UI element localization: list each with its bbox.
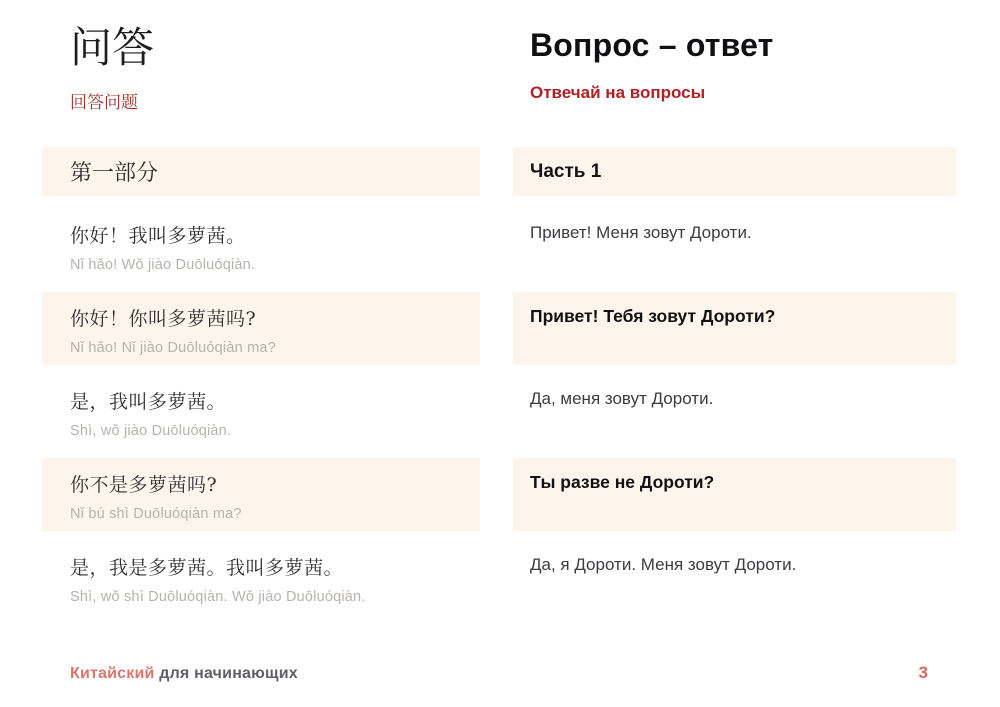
chinese-phrase: 是，我是多萝茜。我叫多萝茜。 xyxy=(70,557,344,580)
pinyin-transcription: Nǐ hǎo! Nǐ jiào Duōluóqiàn ma? xyxy=(70,340,276,357)
pinyin-transcription: Nǐ hǎo! Wǒ jiào Duōluóqiàn. xyxy=(70,257,256,274)
page-footer xyxy=(0,663,1000,683)
phrase-row-2 xyxy=(0,292,1000,365)
russian-cell xyxy=(513,458,956,531)
page-subtitle-russian: Отвечай на вопросы xyxy=(530,83,706,103)
section-title-russian: Часть 1 xyxy=(530,160,602,182)
chinese-cell xyxy=(42,541,480,614)
russian-translation: Привет! Меня зовут Дороти. xyxy=(530,223,752,243)
russian-translation: Да, меня зовут Дороти. xyxy=(530,389,714,409)
russian-translation: Ты разве не Дороти? xyxy=(530,472,715,493)
chinese-phrase: 是，我叫多萝茜。 xyxy=(70,391,227,414)
chinese-cell xyxy=(42,209,480,282)
phrase-row-1 xyxy=(0,209,1000,282)
russian-translation: Привет! Тебя зовут Дороти? xyxy=(530,306,776,327)
page-title-chinese: 问答 xyxy=(70,23,155,72)
chinese-cell xyxy=(42,375,480,448)
chinese-phrase: 你不是多萝茜吗? xyxy=(70,474,218,497)
russian-cell xyxy=(513,541,956,614)
page-title-russian: Вопрос – ответ xyxy=(530,27,774,63)
section-title-chinese: 第一部分 xyxy=(70,161,159,187)
chinese-cell xyxy=(42,292,480,365)
pinyin-transcription: Shì, wǒ shì Duōluóqiàn. Wǒ jiào Duōluóqiàn. xyxy=(70,589,366,606)
chinese-phrase: 你好！你叫多萝茜吗? xyxy=(70,308,257,331)
section-header-chinese-band xyxy=(42,147,480,196)
page-header xyxy=(0,0,1000,113)
phrase-row-5 xyxy=(0,541,1000,614)
book-brand-rest: для начинающих xyxy=(154,665,298,682)
book-brand-highlight: Китайский xyxy=(70,665,155,682)
section-header-row xyxy=(0,147,1000,196)
page-number: 3 xyxy=(918,663,928,682)
phrase-row-4 xyxy=(0,458,1000,531)
header-left-chinese xyxy=(42,24,480,113)
russian-cell xyxy=(513,209,956,282)
page-subtitle-chinese: 回答问题 xyxy=(70,93,138,114)
phrase-row-3 xyxy=(0,375,1000,448)
section-header-russian-band xyxy=(513,147,956,196)
chinese-phrase: 你好！我叫多萝茜。 xyxy=(70,225,246,248)
russian-translation: Да, я Дороти. Меня зовут Дороти. xyxy=(530,555,797,575)
russian-cell xyxy=(513,292,956,365)
russian-cell xyxy=(513,375,956,448)
book-brand xyxy=(70,665,298,683)
chinese-cell xyxy=(42,458,480,531)
phrase-list xyxy=(0,209,1000,614)
pinyin-transcription: Nǐ bú shì Duōluóqiàn ma? xyxy=(70,506,242,523)
header-right-russian xyxy=(513,24,956,113)
pinyin-transcription: Shì, wǒ jiào Duōluóqiàn. xyxy=(70,423,232,440)
